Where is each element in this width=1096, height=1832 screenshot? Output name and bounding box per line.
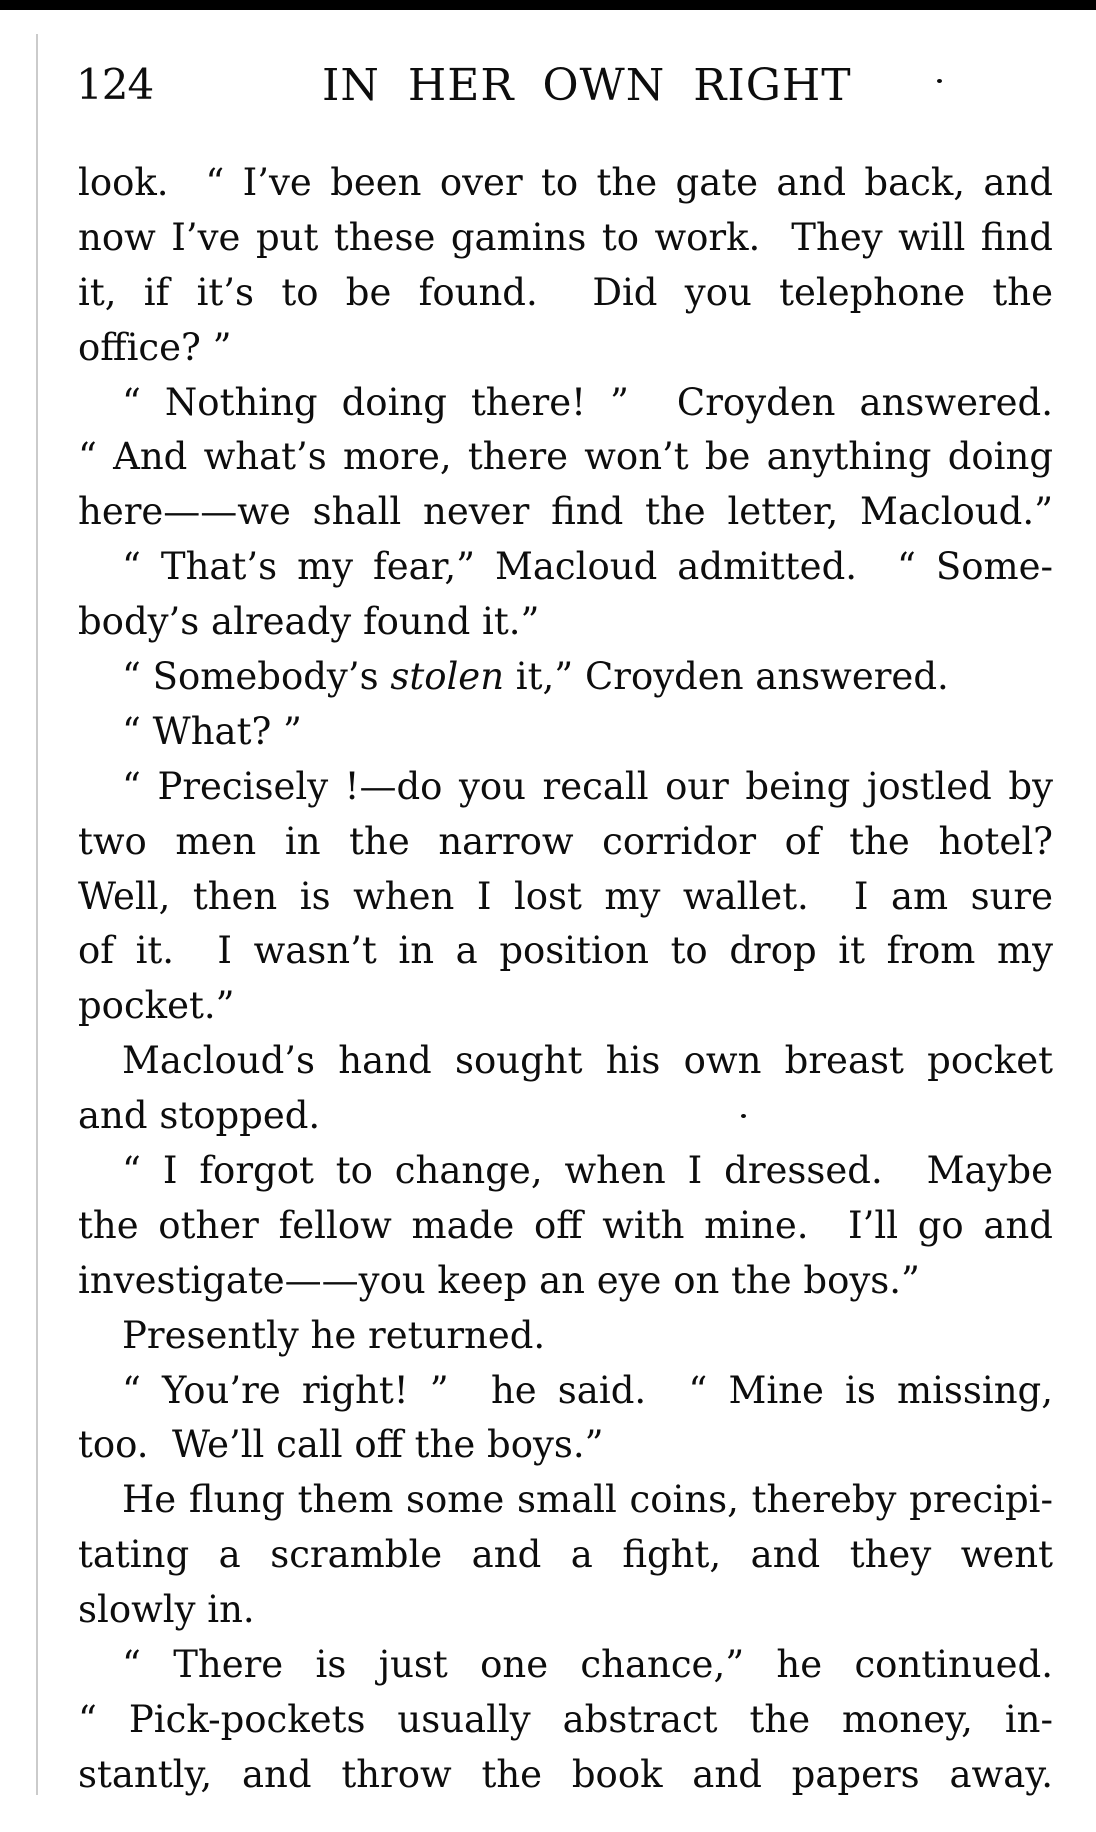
text-line — [78, 1199, 1053, 1254]
text-line — [78, 430, 1053, 485]
text-line — [78, 1418, 1053, 1473]
text-run: Macloud’s hand sought his own breast pocket — [122, 1039, 1053, 1083]
text-line — [78, 376, 1053, 431]
text-line — [78, 595, 1053, 650]
text-run: Presently he returned. — [122, 1313, 546, 1357]
text-line — [78, 1254, 1053, 1309]
text-run: it, if it’s to be found. Did you telephone the — [78, 270, 1053, 314]
text-run: Well, then is when I lost my wallet. I am sure — [78, 874, 1053, 918]
text-line — [78, 650, 1053, 705]
text-line — [78, 540, 1053, 595]
text-line — [78, 870, 1053, 925]
text-line — [78, 1528, 1053, 1583]
text-line — [78, 1693, 1053, 1748]
text-line — [78, 1364, 1053, 1419]
text-run: of it. I wasn’t in a position to drop it from my — [78, 929, 1053, 973]
text-run: “ Somebody’s — [122, 655, 391, 699]
text-line — [78, 924, 1053, 979]
text-line — [78, 1583, 1053, 1638]
text-run: look. “ I’ve been over to the gate and back, and — [78, 161, 1053, 204]
text-run: “ I forgot to change, when I dressed. Maybe — [122, 1149, 1053, 1193]
text-line — [78, 156, 1053, 211]
ink-speck — [937, 79, 942, 83]
text-run: now I’ve put these gamins to work. They will find — [78, 215, 1053, 259]
text-line — [78, 705, 1053, 760]
text-line — [78, 266, 1053, 321]
text-run: here——we shall never find the letter, Macloud.” — [78, 490, 1053, 534]
text-run: “ Pick-pockets usually abstract the money, in- — [78, 1697, 1053, 1741]
text-run: too. We’ll call off the boys.” — [78, 1423, 604, 1467]
text-run: office? ” — [78, 325, 232, 369]
text-run: tating a scramble and a fight, and they went — [78, 1533, 1053, 1577]
ink-speck — [741, 1114, 746, 1118]
page-edge-line — [36, 34, 38, 1795]
scan-top-edge — [0, 0, 1096, 10]
text-line — [78, 815, 1053, 870]
text-line — [78, 1034, 1053, 1089]
text-run: “ There is just one chance,” he continued. — [122, 1643, 1053, 1687]
text-run: He flung them some small coins, thereby precipi- — [122, 1478, 1053, 1522]
text-run: “ And what’s more, there won’t be anything doing — [78, 435, 1053, 479]
text-line — [78, 979, 1053, 1034]
text-run: body’s already found it.” — [78, 600, 540, 644]
body-text — [78, 156, 1053, 1803]
text-line — [78, 760, 1053, 815]
text-run: “ Nothing doing there! ” Croyden answered. — [122, 380, 1053, 424]
text-line — [78, 1309, 1053, 1364]
text-run: “ You’re right! ” he said. “ Mine is missing, — [122, 1368, 1053, 1412]
text-run: stantly, and throw the book and papers away. — [78, 1752, 1053, 1796]
text-run: pocket.” — [78, 984, 235, 1028]
text-line — [78, 1144, 1053, 1199]
italic-text: stolen — [390, 655, 505, 699]
text-run: investigate——you keep an eye on the boys.” — [78, 1258, 920, 1302]
text-line — [78, 1473, 1053, 1528]
page-number: 124 — [76, 60, 154, 109]
text-run: “ Precisely !—do you recall our being jostled by — [122, 764, 1053, 808]
text-run: “ That’s my fear,” Macloud admitted. “ Some- — [122, 545, 1053, 589]
text-run: “ What? ” — [122, 709, 302, 753]
text-line — [78, 1089, 1053, 1144]
text-run: the other fellow made off with mine. I’ll go and — [78, 1203, 1053, 1247]
text-line — [78, 321, 1053, 376]
text-line — [78, 1638, 1053, 1693]
text-run: and stopped. — [78, 1094, 321, 1138]
text-run: two men in the narrow corridor of the hotel? — [78, 819, 1053, 863]
text-line — [78, 1748, 1053, 1803]
running-title: IN HER OWN RIGHT — [322, 60, 852, 111]
text-run: slowly in. — [78, 1588, 255, 1632]
text-line — [78, 211, 1053, 266]
text-run: it,” Croyden answered. — [504, 655, 949, 699]
text-line — [78, 485, 1053, 540]
